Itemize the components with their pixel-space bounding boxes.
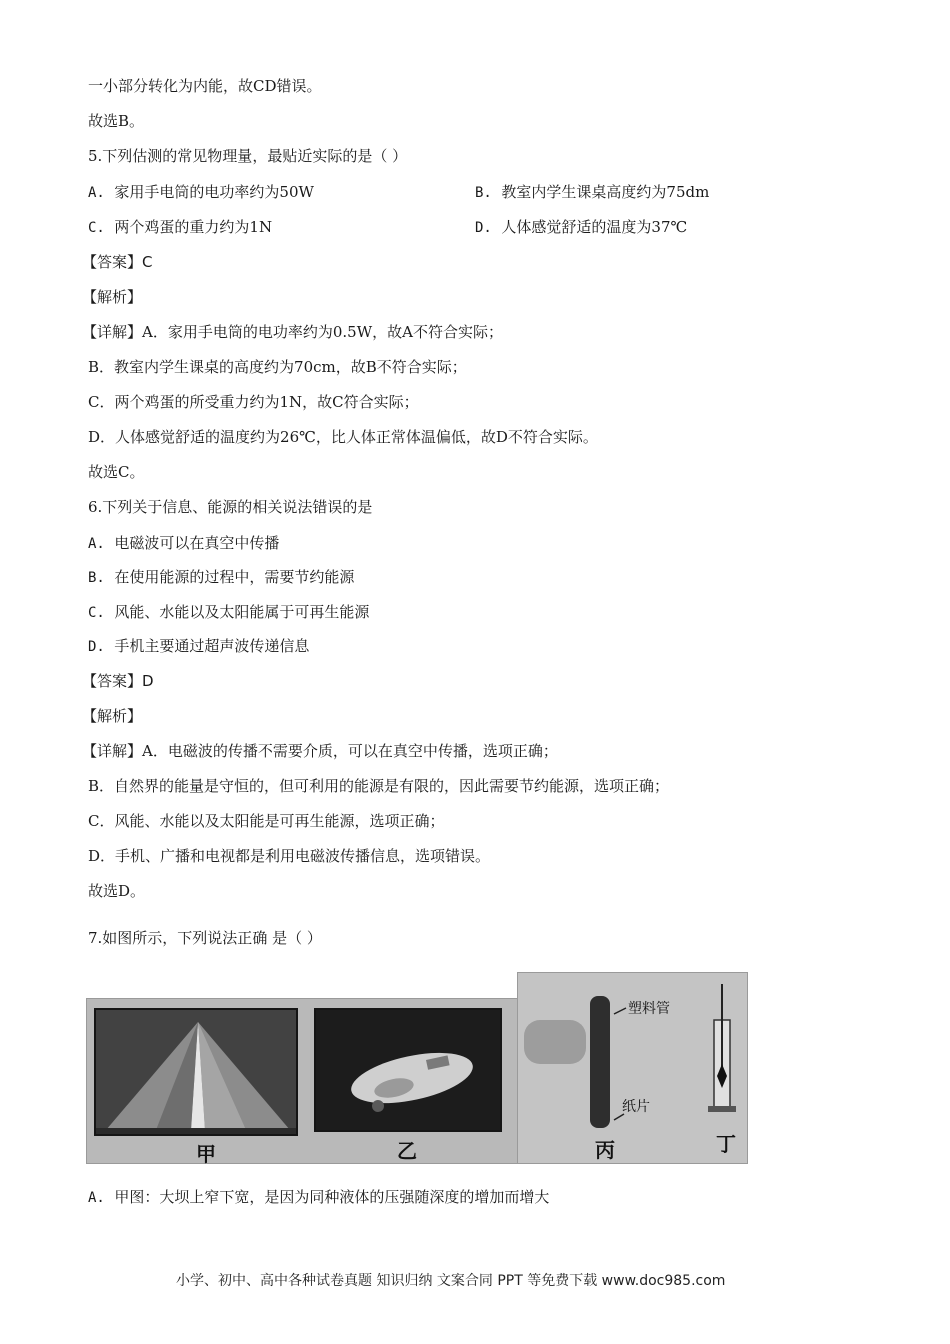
detail-line: C．风能、水能以及太阳能是可再生能源，选项正确； xyxy=(88,812,445,830)
detail-line: D．人体感觉舒适的温度约为26℃，比人体正常体温偏低，故D不符合实际。 xyxy=(88,428,598,446)
option-b xyxy=(88,567,354,588)
cylinder-photo xyxy=(704,980,740,1120)
choose-line: 故选D。 xyxy=(88,882,146,900)
option-label: B. xyxy=(88,570,105,586)
option-text: 风能、水能以及太阳能属于可再生能源 xyxy=(114,603,370,621)
option-text: 人体感觉舒适的温度为37℃ xyxy=(501,218,688,236)
answer-line xyxy=(82,671,154,691)
answer-value: D xyxy=(142,672,154,690)
option-d xyxy=(88,636,309,657)
answer-line xyxy=(82,252,153,272)
detail-text: A．电磁波的传播不需要介质，可以在真空中传播，选项正确； xyxy=(142,742,558,760)
option-text: 甲图：大坝上窄下宽，是因为同种液体的压强随深度的增加而增大 xyxy=(114,1188,550,1206)
option-text: 在使用能源的过程中，需要节约能源 xyxy=(114,568,355,586)
option-text: 电磁波可以在真空中传播 xyxy=(114,534,280,552)
option-label: D. xyxy=(475,220,492,236)
option-label: C. xyxy=(88,220,105,236)
detail-line: B．自然界的能量是守恒的，但可利用的能源是有限的，因此需要节约能源，选项正确； xyxy=(88,777,670,795)
option-label: A. xyxy=(88,1190,105,1206)
detail-line: C．两个鸡蛋的所受重力约为1N，故C符合实际； xyxy=(88,393,419,411)
option-label: B. xyxy=(475,185,492,201)
option-c xyxy=(88,602,369,623)
choose-line: 故选C。 xyxy=(88,463,145,481)
analysis-label: 【解析】 xyxy=(82,288,143,306)
detail-line xyxy=(82,322,503,342)
option-text: 手机主要通过超声波传递信息 xyxy=(114,637,310,655)
option-label: A. xyxy=(88,536,105,552)
caption-bing: 丙 xyxy=(595,1138,615,1162)
option-c xyxy=(88,217,272,238)
caption-ding: 丁 xyxy=(716,1132,736,1156)
option-a xyxy=(88,1187,549,1208)
detail-text: A．家用手电筒的电功率约为0.5W，故A不符合实际； xyxy=(142,323,503,341)
question-7: 7.如图所示，下列说法正确 是（ ） xyxy=(88,929,322,947)
label-paper: 纸片 xyxy=(622,1099,650,1115)
option-text: 教室内学生课桌高度约为75dm xyxy=(501,183,710,201)
detail-line xyxy=(82,741,558,761)
submersible-drawing xyxy=(316,1010,502,1132)
page-footer: 小学、初中、高中各种试卷真题 知识归纳 文案合同 PPT 等免费下载 www.doc985.com xyxy=(176,1273,726,1289)
submersible-photo xyxy=(314,1008,502,1132)
detail-line: D．手机、广播和电视都是利用电磁波传播信息，选项错误。 xyxy=(88,847,491,865)
question-6: 6.下列关于信息、能源的相关说法错误的是 xyxy=(88,498,373,516)
answer-tag: 【答案】 xyxy=(82,672,143,690)
option-a xyxy=(88,533,279,554)
analysis-tag xyxy=(82,706,142,726)
text-line: 一小部分转化为内能，故CD错误。 xyxy=(88,77,322,95)
answer-value: C xyxy=(142,253,153,271)
question-5: 5.下列估测的常见物理量，最贴近实际的是（ ） xyxy=(88,147,408,165)
option-text: 两个鸡蛋的重力约为1N xyxy=(114,218,273,236)
detail-tag: 【详解】 xyxy=(82,742,143,760)
caption-yi: 乙 xyxy=(397,1139,417,1163)
text-line: 故选B。 xyxy=(88,112,145,130)
option-d xyxy=(475,217,687,238)
label-plastic-tube: 塑料管 xyxy=(628,1001,670,1017)
dam-photo xyxy=(94,1008,298,1136)
analysis-tag xyxy=(82,287,142,307)
detail-line: B．教室内学生课桌的高度约为70cm，故B不符合实际； xyxy=(88,358,467,376)
caption-jia: 甲 xyxy=(196,1142,216,1166)
analysis-label: 【解析】 xyxy=(82,707,143,725)
option-a xyxy=(88,182,314,203)
answer-tag: 【答案】 xyxy=(82,253,143,271)
option-label: D. xyxy=(88,639,105,655)
dam-drawing xyxy=(96,1010,298,1136)
option-label: C. xyxy=(88,605,105,621)
option-b xyxy=(475,182,709,203)
detail-tag: 【详解】 xyxy=(82,323,143,341)
option-text: 家用手电筒的电功率约为50W xyxy=(114,183,314,201)
cylinder-drawing xyxy=(704,980,740,1120)
option-label: A. xyxy=(88,185,105,201)
